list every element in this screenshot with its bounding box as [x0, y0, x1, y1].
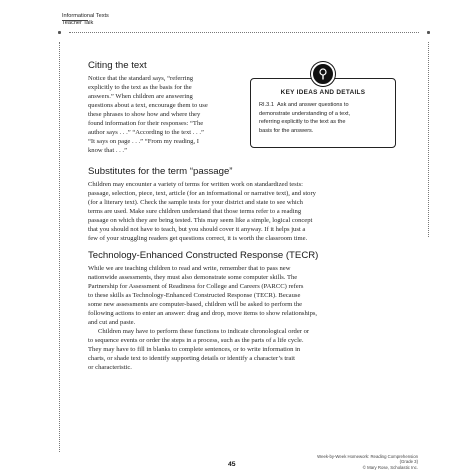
- frame-corner-dot: [58, 31, 61, 34]
- heading-tecr: Technology-Enhanced Constructed Response (TECR): [88, 250, 319, 261]
- text-line: few of your struggling readers get questions correct, it is worth the classroom time.: [88, 235, 308, 242]
- text-line: nationwide assessments, they must also demonstrate some computer skills. The: [88, 274, 298, 281]
- text-line: “It says on page . . .” “From my reading, I: [88, 138, 199, 145]
- heading-substitutes: Substitutes for the term “passage”: [88, 166, 233, 177]
- text-line: to sequence events or order the steps in a process, such as the parts of a life cycle.: [88, 337, 304, 344]
- text-line: some new assessments are computer-based, children will be asked to perform the: [88, 301, 303, 308]
- header-chapter: Teacher Talk: [62, 20, 94, 26]
- header-divider: [62, 20, 88, 21]
- text-line: Children may have to perform these functions to indicate chronological order or: [98, 328, 310, 335]
- text-line: Ask and answer questions to: [277, 102, 349, 108]
- heading-citing-text: Citing the text: [88, 60, 147, 71]
- text-line: basis for the answers.: [259, 127, 314, 134]
- text-line: referring explicitly to the text as the: [259, 119, 346, 125]
- text-line: demonstrate understanding of a text,: [259, 110, 351, 117]
- text-line: author says . . .” “According to the text . . .”: [88, 129, 204, 136]
- text-line: passage on which they are being tested. This may seem like a simple, logical concept: [88, 217, 313, 224]
- key-ideas-box: [250, 78, 396, 148]
- text-line: passage, selection, piece, text, article (for an informational or narrative text), and story: [88, 190, 316, 197]
- standard-code: RI.3.1: [259, 102, 274, 108]
- text-line: found information for their responses: “The: [88, 120, 204, 127]
- frame-right-border: [428, 42, 429, 237]
- text-line: (for a literary text). Check the sample tests for your district and state to see which: [88, 199, 303, 206]
- key-ideas-badge: [311, 62, 335, 86]
- header-book-section: Informational Texts: [62, 13, 109, 19]
- paragraph-substitutes: [88, 180, 408, 243]
- footer-copyright: © Mary Rose, Scholastic Inc.: [362, 464, 418, 470]
- text-line: to these skills as Technology-Enhanced Constructed Response (TECR). Because: [88, 292, 301, 299]
- text-line: and cut and paste.: [88, 319, 136, 326]
- paragraph-citing-text: [88, 74, 248, 155]
- running-header: [62, 13, 109, 27]
- text-line: know that . . .”: [88, 147, 128, 154]
- text-line: these phrases to show how and where they: [88, 111, 201, 118]
- text-line: While we are teaching children to read and write, remember that to pass new: [88, 265, 291, 272]
- text-line: Partnership for Assessment of Readiness for College and Careers (PARCC) refers: [88, 283, 304, 290]
- page-number: 45: [228, 461, 236, 468]
- magnifier-icon: [319, 68, 327, 80]
- text-line: questions about a text, encourage them to use: [88, 102, 208, 109]
- text-line: or characteristic.: [88, 364, 132, 371]
- text-line: that you should not have to teach, but you should cover it anyway. If it helps just a: [88, 226, 306, 233]
- text-line: terms are used. Make sure children understand that those terms refer to a reading: [88, 208, 302, 215]
- frame-corner-dot: [427, 31, 430, 34]
- footer-credit: [303, 454, 418, 470]
- paragraph-tecr: [88, 264, 408, 372]
- footer-book-title: Week-by-Week Homework: Reading Comprehension (Grade 3): [317, 454, 418, 465]
- text-line: following actions to enter an answer: drag and drop, move items to show relationships,: [88, 310, 318, 317]
- frame-left-border: [59, 42, 60, 452]
- frame-top-border: [69, 32, 419, 33]
- text-line: explicitly to the text as the basis for the: [88, 84, 192, 91]
- key-ideas-standard: [259, 101, 389, 135]
- text-line: answers.” When children are answering: [88, 93, 193, 100]
- key-ideas-title: KEY IDEAS AND DETAILS: [280, 89, 366, 96]
- text-line: charts, or shade text to identify supporting details or identify a character’s trait: [88, 355, 295, 362]
- text-line: Children may encounter a variety of terms for written work on standardized tests:: [88, 181, 303, 188]
- text-line: [259, 101, 389, 110]
- text-line: They may have to fill in blanks to complete sentences, or to write information in: [88, 346, 301, 353]
- text-line: Notice that the standard says, “referring: [88, 75, 194, 82]
